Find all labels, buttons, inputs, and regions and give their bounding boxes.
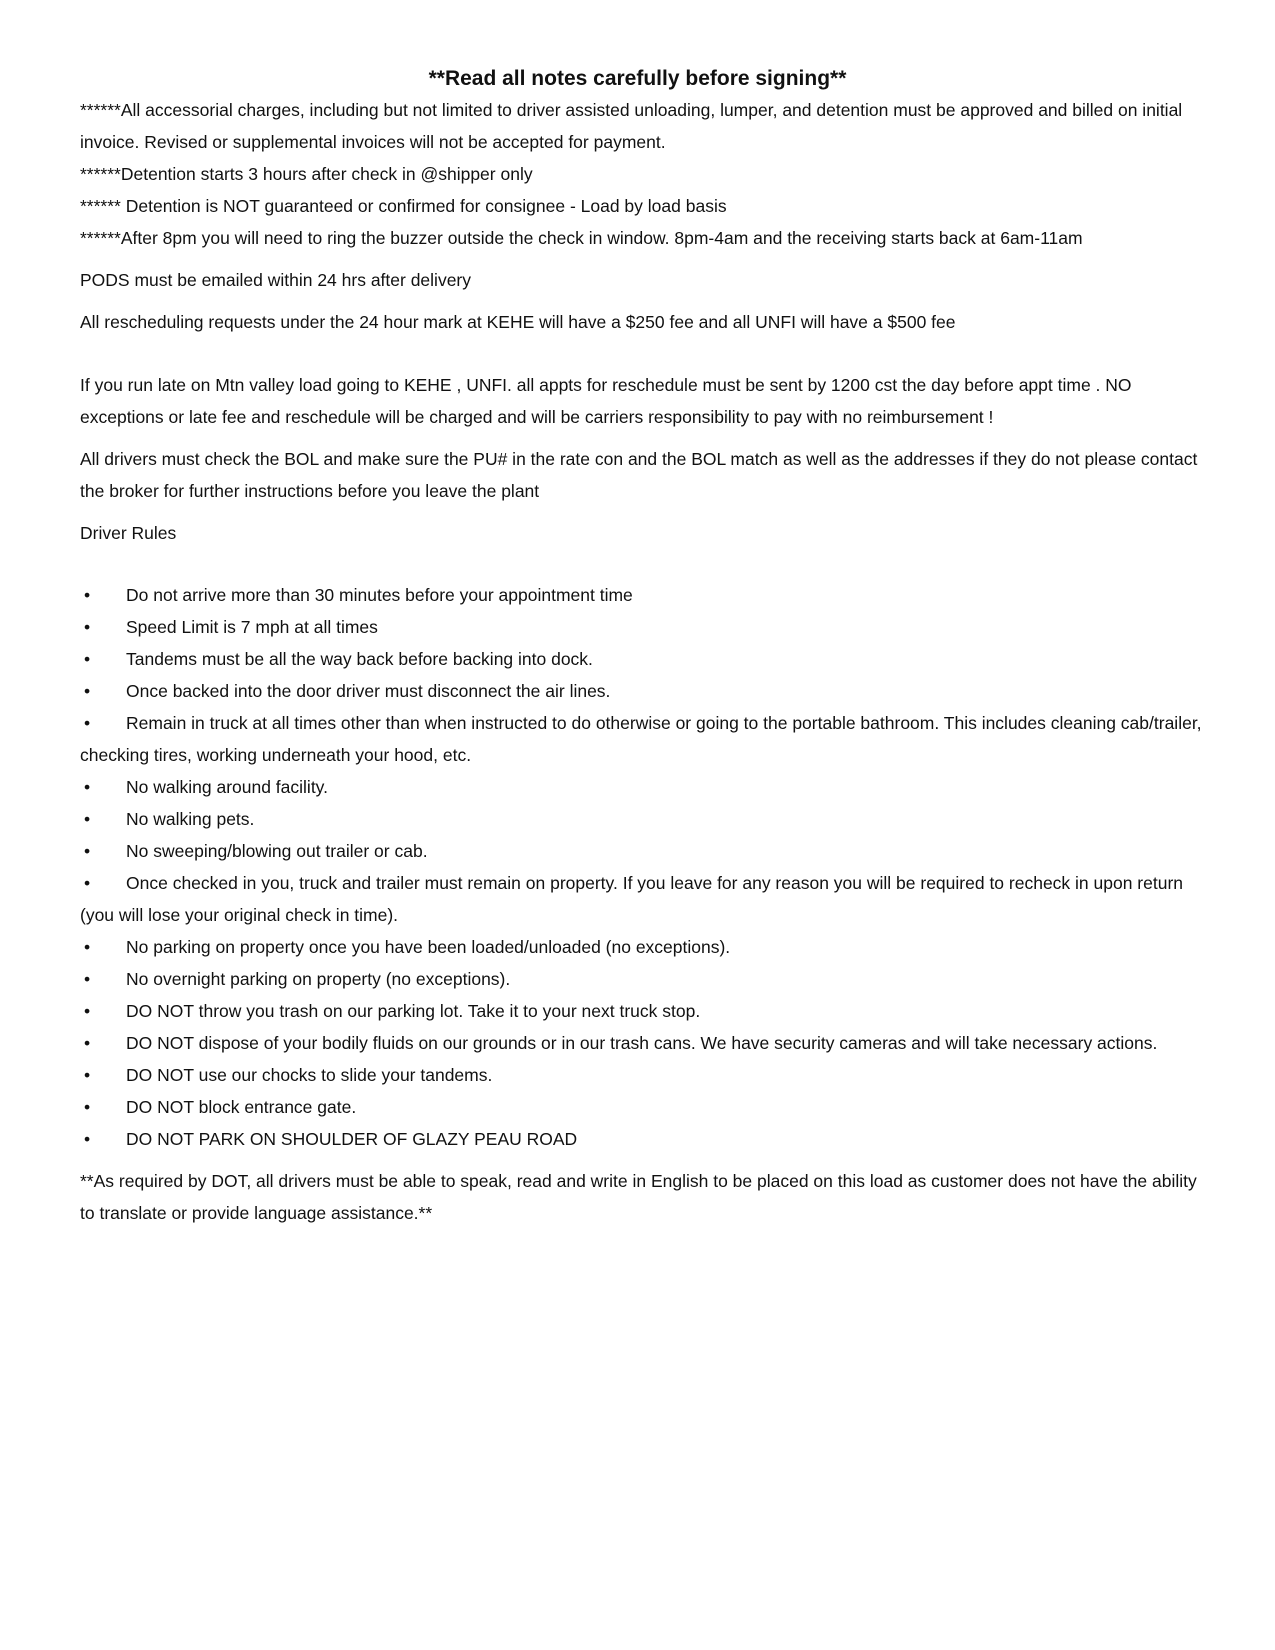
list-item [80,867,1210,931]
document-body [80,94,1210,1229]
note-after-hours-buzzer: ******After 8pm you will need to ring the buzzer outside the check in window. 8pm-4am and the receiving starts back at 6am-11am [80,228,1083,248]
list-item [80,707,1210,771]
list-item [80,963,1210,995]
list-item [80,995,1210,1027]
document-title: **Read all notes carefully before signing** [428,67,847,90]
rule-text: DO NOT PARK ON SHOULDER OF GLAZY PEAU ROAD [126,1129,578,1149]
note-rescheduling-fees: All rescheduling requests under the 24 hour mark at KEHE will have a $250 fee and all UNFI will have a $500 fee [80,312,956,332]
bullet-icon: • [84,1065,91,1085]
rule-text: Once backed into the door driver must disconnect the air lines. [126,681,611,701]
list-item [80,931,1210,963]
rule-text: No sweeping/blowing out trailer or cab. [126,841,428,861]
bullet-icon: • [84,1097,91,1117]
driver-rules-heading: Driver Rules [80,523,177,543]
rule-text: DO NOT block entrance gate. [126,1097,357,1117]
list-item [80,675,1210,707]
bullet-icon: • [84,585,91,605]
rule-text: Do not arrive more than 30 minutes before your appointment time [126,585,633,605]
list-item [80,803,1210,835]
list-item [80,771,1210,803]
rule-text: DO NOT use our chocks to slide your tandems. [126,1065,493,1085]
note-late-reschedule: If you run late on Mtn valley load going to KEHE , UNFI. all appts for reschedule must be sent by 1200 cst the day before appt time . NO exceptions or late fee and reschedule will be charged and will be carriers responsibility to pay with no reimbursement ! [80,375,1132,427]
bullet-icon: • [84,617,91,637]
rule-text: No parking on property once you have been loaded/unloaded (no exceptions). [126,937,731,957]
note-dot-english: **As required by DOT, all drivers must be able to speak, read and write in English to be placed on this load as customer does not have the ability to translate or provide language assistance.** [80,1171,1197,1223]
bullet-icon: • [84,1001,91,1021]
list-item [80,835,1210,867]
bullet-icon: • [84,681,91,701]
bullet-icon: • [84,777,91,797]
list-item [80,611,1210,643]
list-item [80,643,1210,675]
note-accessorial-charges: ******All accessorial charges, including but not limited to driver assisted unloading, lumper, and detention must be approved and billed on initial invoice. Revised or supplemental invoices will not be accepted for payment. [80,100,1183,152]
bullet-icon: • [84,713,91,733]
bullet-icon: • [84,969,91,989]
rule-text: DO NOT dispose of your bodily fluids on our grounds or in our trash cans. We have security cameras and will take necessary actions. [126,1033,1158,1053]
bullet-icon: • [84,841,91,861]
bullet-icon: • [84,937,91,957]
rule-text: No walking pets. [126,809,255,829]
bullet-icon: • [84,1129,91,1149]
list-item [80,1059,1210,1091]
rule-text: No overnight parking on property (no exceptions). [126,969,511,989]
rule-text: Remain in truck at all times other than when instructed to do otherwise or going to the portable bathroom. This includes cleaning cab/trailer, checking tires, working underneath your hood, etc. [80,713,1202,765]
note-pods: PODS must be emailed within 24 hrs after delivery [80,270,471,290]
list-item [80,1027,1210,1059]
note-detention-consignee: ****** Detention is NOT guaranteed or confirmed for consignee - Load by load basis [80,196,727,216]
driver-rules-list [80,579,1210,1155]
list-item [80,1091,1210,1123]
rule-text: Speed Limit is 7 mph at all times [126,617,378,637]
note-detention-shipper: ******Detention starts 3 hours after check in @shipper only [80,164,533,184]
rule-text: Once checked in you, truck and trailer must remain on property. If you leave for any reason you will be required to recheck in upon return (you will lose your original check in time). [80,873,1184,925]
list-item [80,1123,1210,1155]
bullet-icon: • [84,649,91,669]
rule-text: Tandems must be all the way back before backing into dock. [126,649,593,669]
rule-text: DO NOT throw you trash on our parking lot. Take it to your next truck stop. [126,1001,701,1021]
bullet-icon: • [84,1033,91,1053]
list-item [80,579,1210,611]
note-bol-check: All drivers must check the BOL and make sure the PU# in the rate con and the BOL match as well as the addresses if they do not please contact the broker for further instructions before you leave the plant [80,449,1198,501]
bullet-icon: • [84,873,91,893]
rule-text: No walking around facility. [126,777,328,797]
bullet-icon: • [84,809,91,829]
